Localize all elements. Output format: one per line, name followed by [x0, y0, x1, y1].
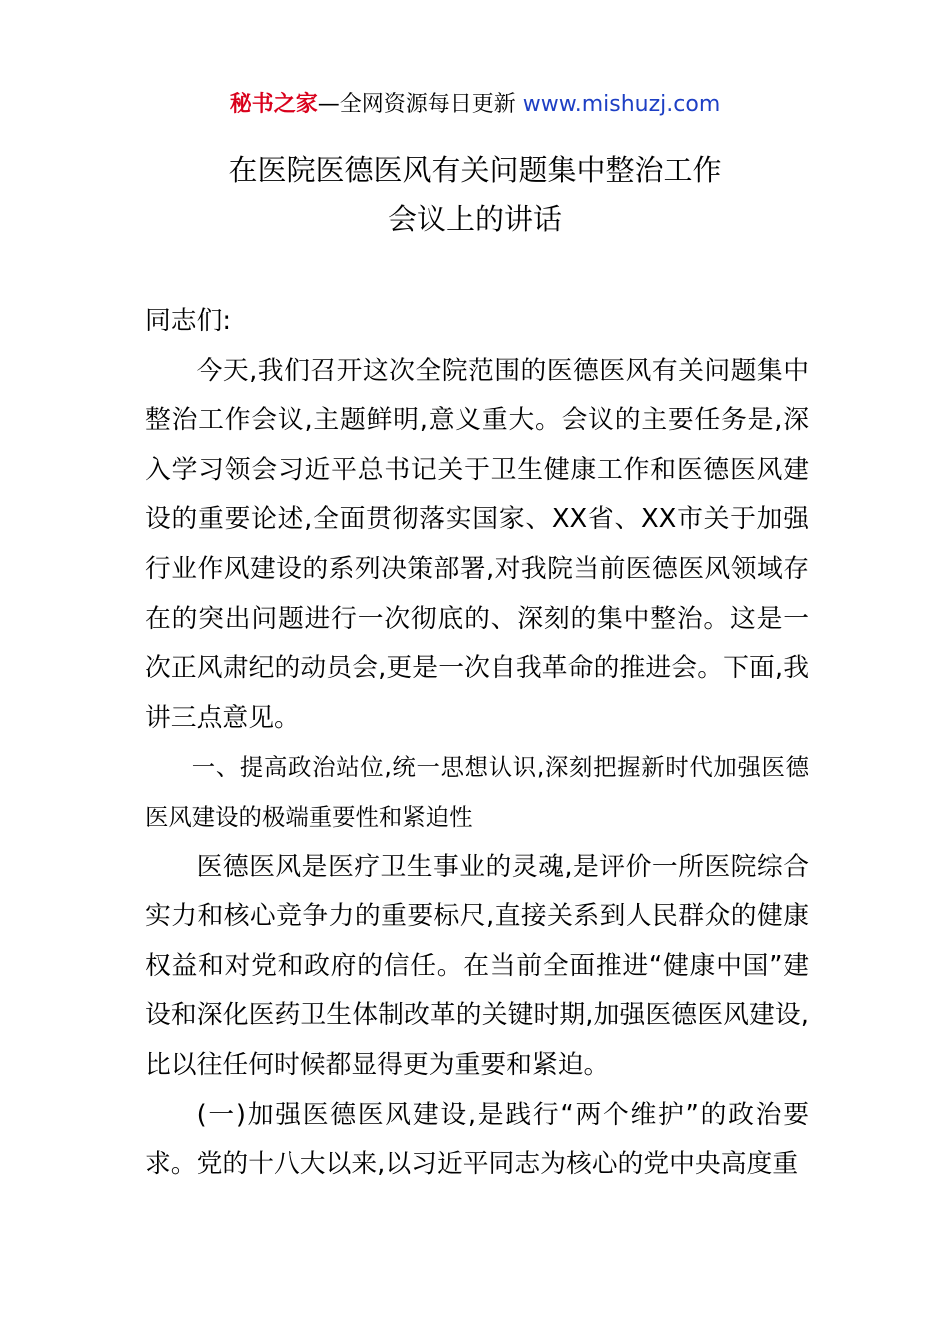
header-slogan: 全网资源每日更新: [339, 92, 523, 117]
brand-name: 秘书之家: [229, 92, 318, 117]
site-header: [0, 88, 950, 122]
header-dash: —: [317, 92, 340, 117]
site-url-link[interactable]: www.mishuzj.com: [522, 92, 721, 117]
document-title-line-1: 在医院医德医风有关问题集中整治工作: [228, 153, 722, 187]
document-body: [145, 297, 809, 1190]
paragraph-subsection-1: (一)加强医德医风建设,是践行“两个维护”的政治要求。党的十八大以来,以习近平同志为核心的党中央高度重: [145, 1099, 809, 1180]
paragraph-intro: 今天,我们召开这次全院范围的医德医风有关问题集中整治工作会议,主题鲜明,意义重大。会议的主要任务是,深入学习领会习近平总书记关于卫生健康工作和医德医风建设的重要论述,全面贯彻落实国家、XX省、XX市关于加强行业作风建设的系列决策部署,对我院当前医德医风领域存在的突出问题进行一次彻底的、深刻的集中整治。这是一次正风肃纪的动员会,更是一次自我革命的推进会。下面,我讲三点意见。: [145, 355, 809, 733]
paragraph-section-1: 医德医风是医疗卫生事业的灵魂,是评价一所医院综合实力和核心竞争力的重要标尺,直接关系到人民群众的健康权益和对党和政府的信任。在当前全面推进“健康中国”建设和深化医药卫生体制改革的关键时期,加强医德医风建设,比以往任何时候都显得更为重要和紧迫。: [145, 851, 809, 1080]
document-title-line-2: 会议上的讲话: [387, 202, 562, 236]
salutation: 同志们:: [145, 306, 232, 336]
section-heading-1: 一、提高政治站位,统一思想认识,深刻把握新时代加强医德医风建设的极端重要性和紧迫性: [145, 753, 809, 831]
